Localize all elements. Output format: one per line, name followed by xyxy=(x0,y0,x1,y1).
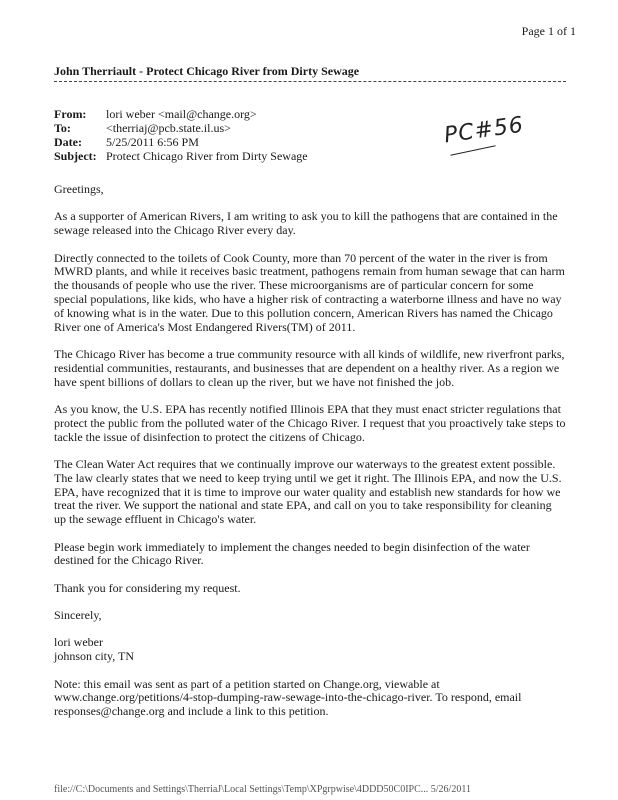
paragraph-7: Thank you for considering my request. xyxy=(54,580,241,595)
page-number: Page 1 of 1 xyxy=(521,24,576,38)
title-divider xyxy=(54,81,566,82)
subject-row xyxy=(54,149,308,163)
signer-name: lori weber xyxy=(54,635,103,650)
from-value: lori weber <mail@change.org> xyxy=(106,107,257,121)
paragraph-1: As a supporter of American Rivers, I am writing to ask you to kill the pathogens that are contained in the sewage released into the Chicago River every day. xyxy=(54,209,558,238)
date-row xyxy=(54,135,199,149)
date-label: Date: xyxy=(54,135,82,149)
email-body xyxy=(54,183,566,733)
petition-note: Note: this email was sent as part of a petition started on Change.org, viewable at www.change.org/petitions/4-stop-dumping-raw-sewage-into-the-chicago-river. To respond, email responses@change.org and include a link to this petition. xyxy=(54,676,522,719)
to-value: <therriaj@pcb.state.il.us> xyxy=(106,121,231,135)
greeting: Greetings, xyxy=(54,182,104,196)
from-row xyxy=(54,107,257,121)
subject-label: Subject: xyxy=(54,149,97,163)
signer-location: johnson city, TN xyxy=(54,649,134,664)
file-path-footer: file://C:\Documents and Settings\TherriaJ\Local Settings\Temp\XPgrpwise\4DDD50C0IPC... 5/26/2011 xyxy=(54,784,471,795)
to-row xyxy=(54,121,231,135)
date-value: 5/25/2011 6:56 PM xyxy=(106,135,199,149)
paragraph-2: Directly connected to the toilets of Cook County, more than 70 percent of the water in the river is from MWRD plants, and while it receives basic treatment, pathogens remain from human sewage that can harm the thousands of people who use the river. These microorganisms are of particular concern for some special populations, like kids, who have a higher risk of contracting a waterborne illness and have no way of knowing what is in the water. Due to this pollution concern, American Rivers has named the Chicago River one of America's Most Endangered Rivers(TM) of 2011. xyxy=(54,250,565,334)
closing: Sincerely, xyxy=(54,608,102,623)
from-label: From: xyxy=(54,107,87,121)
paragraph-3: The Chicago River has become a true community resource with all kinds of wildlife, new riverfront parks, residential communities, restaurants, and businesses that are dependent on a healthy river. As a region we have spent billions of dollars to clean up the river, but we have not finished the job. xyxy=(54,346,565,389)
paragraph-6: Please begin work immediately to implement the changes needed to begin disinfection of the water destined for the Chicago River. xyxy=(54,539,530,568)
handwritten-stamp: PC#56 xyxy=(442,112,526,149)
to-label: To: xyxy=(54,121,71,135)
email-title: John Therriault - Protect Chicago River from Dirty Sewage xyxy=(54,64,360,78)
subject-value: Protect Chicago River from Dirty Sewage xyxy=(106,149,308,163)
paragraph-5: The Clean Water Act requires that we continually improve our waterways to the greatest extent possible. The law clearly states that we need to keep trying until we get it right. The Illinois EPA, and now the U.S. EPA, have recognized that it is time to improve our water quality and establish new standards for how we treat the river. We support the national and state EPA, and call on you to take responsibility for cleaning up the sewage effluent in Chicago's water. xyxy=(54,456,562,527)
paragraph-4: As you know, the U.S. EPA has recently notified Illinois EPA that they must enact stricter regulations that protect the public from the polluted water of the Chicago River. I request that you proactively take steps to tackle the issue of disinfection to protect the citizens of Chicago. xyxy=(54,401,566,444)
